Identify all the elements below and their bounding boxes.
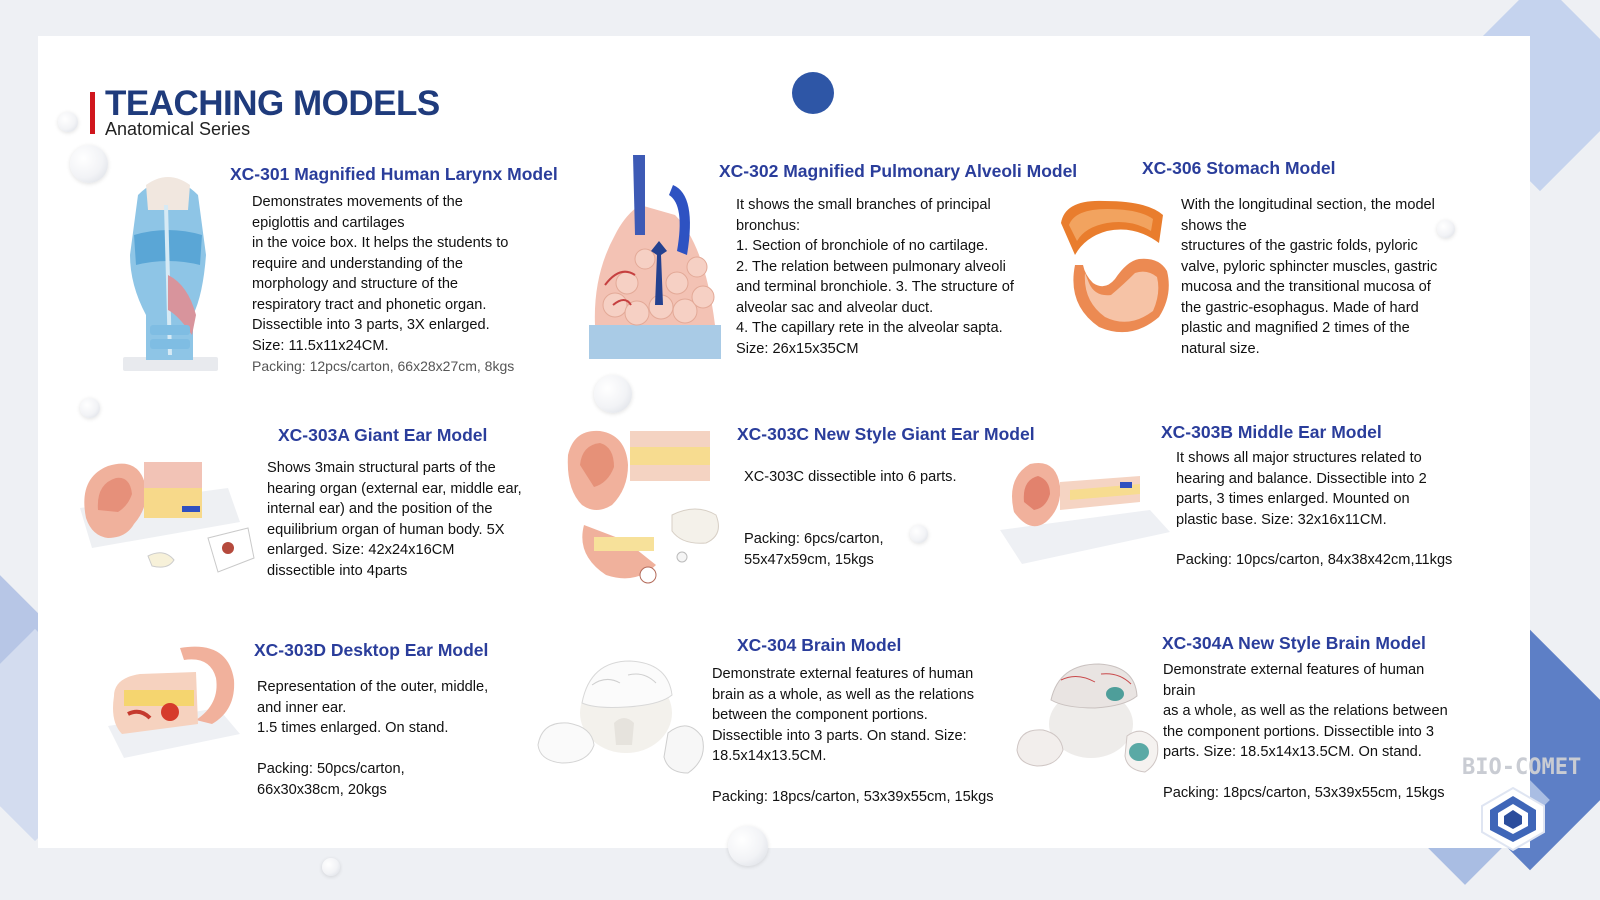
decorative-bubble: [594, 375, 632, 413]
giant-ear-model-icon: [78, 448, 258, 578]
product-packing: Packing: 6pcs/carton, 55x47x59cm, 15kgs: [744, 531, 884, 568]
product-title: XC-302 Magnified Pulmonary Alveoli Model: [719, 161, 1078, 181]
page-title: TEACHING MODELS: [105, 84, 440, 123]
product-description: XC-303C dissectible into 6 parts.: [744, 469, 957, 485]
product-description: It shows all major structures related to hearing and balance. Dissectible into 2 parts, 3 times enlarged. Mounted on plastic base. Size: 32x16x11CM.: [1176, 450, 1427, 528]
brand-name: BIO-COMET: [1462, 755, 1582, 780]
decorative-bubble: [58, 112, 78, 132]
middle-ear-model-icon: [1000, 452, 1170, 567]
product-title: XC-306 Stomach Model: [1142, 158, 1336, 178]
decorative-bubble: [70, 145, 108, 183]
larynx-model-icon: [108, 165, 228, 375]
product-packing: Packing: 12pcs/carton, 66x28x27cm, 8kgs: [252, 358, 515, 374]
product-title: XC-303A Giant Ear Model: [278, 425, 488, 445]
decorative-bubble: [322, 858, 340, 876]
brain-model-icon: [536, 655, 711, 780]
brand-logo-icon: [1478, 786, 1548, 852]
new-brain-model-icon: [1015, 660, 1165, 775]
product-title: XC-303C New Style Giant Ear Model: [737, 424, 1035, 444]
product-description: Representation of the outer, middle, and inner ear. 1.5 times enlarged. On stand.: [257, 679, 489, 736]
new-giant-ear-model-icon: [566, 425, 736, 590]
product-packing: Packing: 18pcs/carton, 53x39x55cm, 15kgs: [1163, 785, 1445, 801]
product-title: XC-303B Middle Ear Model: [1161, 422, 1382, 442]
alveoli-model-icon: [585, 155, 725, 365]
title-accent-bar: [90, 92, 95, 134]
product-title: XC-304 Brain Model: [737, 635, 902, 655]
product-description: Demonstrate external features of human brain as a whole, as well as the relations between the component portions. Dissectible into 3 parts. Size: 18.5x14x13.5CM. On stand.: [1163, 662, 1448, 760]
page-subtitle: Anatomical Series: [105, 119, 251, 139]
product-packing: Packing: 18pcs/carton, 53x39x55cm, 15kgs: [712, 789, 994, 805]
product-title: XC-304A New Style Brain Model: [1162, 633, 1426, 653]
decorative-bubble: [910, 525, 928, 543]
product-title: XC-303D Desktop Ear Model: [254, 640, 489, 660]
decorative-bubble: [80, 398, 100, 418]
decorative-bubble: [1437, 220, 1455, 238]
product-description: It shows the small branches of principal bronchus: 1. Section of bronchiole of no cartilage. 2. The relation between pulmonary alveoli and terminal bronchiole. 3. The structure of alveolar sac and alveolar duct. 4. The capillary rete in the alveolar sapta. Size: 26x15x35CM: [736, 197, 1014, 357]
product-packing: Packing: 50pcs/carton, 66x30x38cm, 20kgs: [257, 761, 405, 798]
stomach-model-icon: [1055, 195, 1175, 340]
product-description: Shows 3main structural parts of the hearing organ (external ear, middle ear, internal ear) and the position of the equilibrium organ of human body. 5X enlarged. Size: 42x24x16CM dissectible into 4parts: [267, 460, 522, 579]
product-title: XC-301 Magnified Human Larynx Model: [230, 164, 558, 184]
decorative-dot: [792, 72, 834, 114]
product-packing: Packing: 10pcs/carton, 84x38x42cm,11kgs: [1176, 552, 1453, 568]
desktop-ear-model-icon: [100, 638, 245, 763]
product-description: With the longitudinal section, the model shows the structures of the gastric folds, pyloric valve, pyloric sphincter muscles, gastric mucosa and the transitional mucosa of the gastric-esophagus. Made of hard plastic and magnified 2 times of the natural size.: [1181, 197, 1438, 357]
decorative-bubble: [728, 826, 768, 866]
product-description: Demonstrates movements of the epiglottis and cartilages in the voice box. It helps the students to require and understanding of the morphology and structure of the respiratory tract and phonetic organ. Dissectible into 3 parts, 3X enlarged. Size: 11.5x11x24CM.: [252, 194, 509, 354]
product-description: Demonstrate external features of human brain as a whole, as well as the relations between the component portions. Dissectible into 3 parts. On stand. Size: 18.5x14x13.5CM.: [712, 666, 975, 764]
